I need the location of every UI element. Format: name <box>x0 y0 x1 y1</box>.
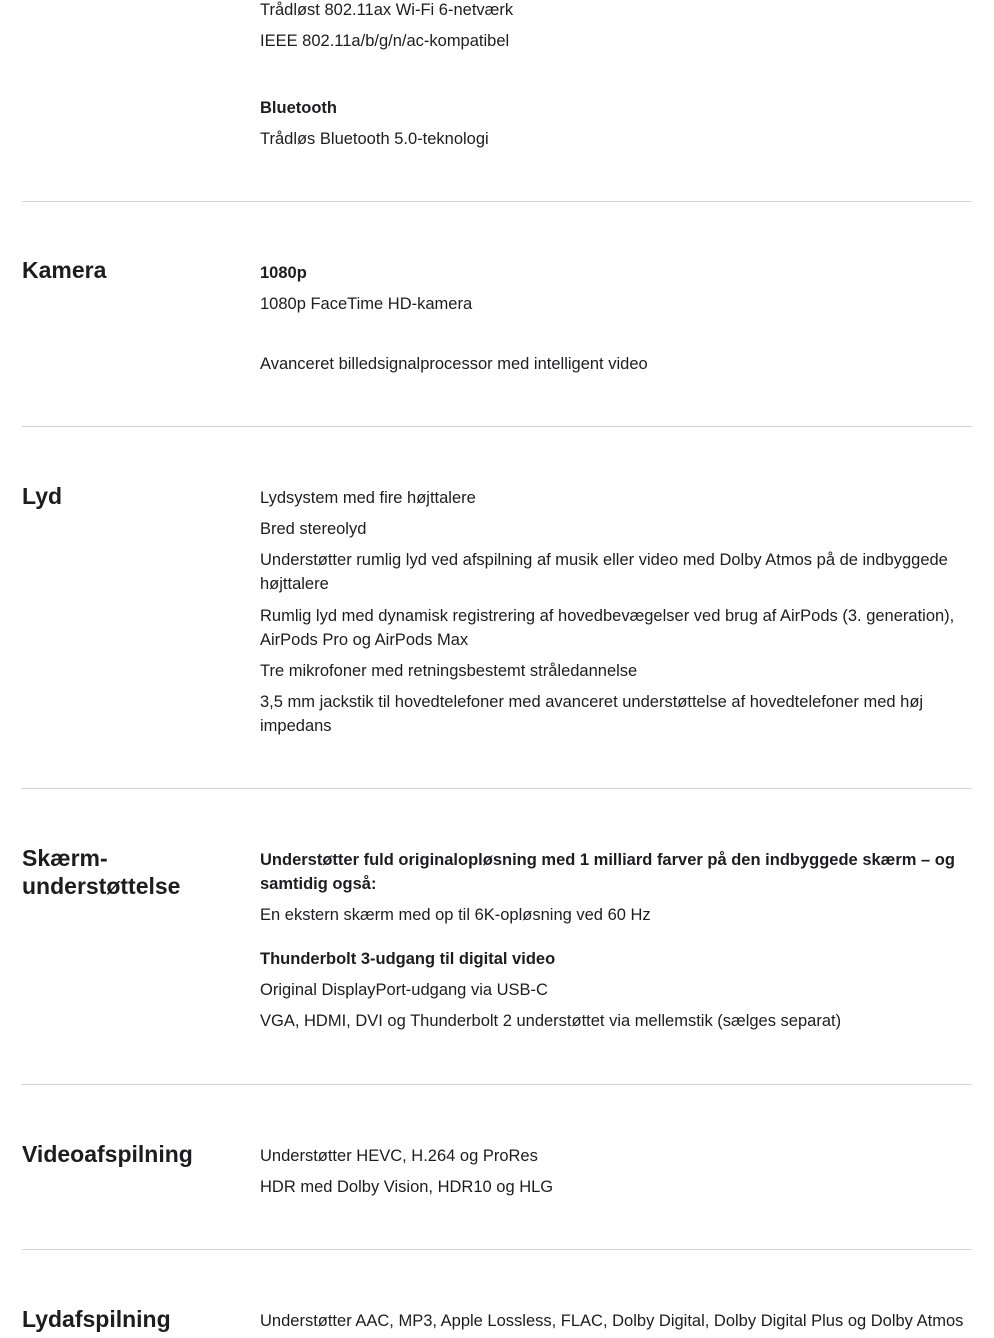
display-support-line-1: En ekstern skærm med op til 6K-opløsning ved 60 Hz <box>260 906 651 924</box>
section-divider <box>22 788 972 789</box>
camera-line-2: Avanceret billedsignalprocessor med intelligent video <box>260 355 648 373</box>
bluetooth-heading: Bluetooth <box>260 99 337 117</box>
section-divider <box>22 1084 972 1085</box>
audio-item: Understøtter rumlig lyd ved afspilning af musik eller video med Dolby Atmos på de indbyggede højttalere <box>260 551 948 593</box>
display-support-line-3: VGA, HDMI, DVI og Thunderbolt 2 understøttet via mellemstik (sælges separat) <box>260 1012 842 1030</box>
section-divider <box>22 426 972 427</box>
video-playback-line-2: HDR med Dolby Vision, HDR10 og HLG <box>260 1178 554 1196</box>
section-divider <box>22 1249 972 1250</box>
audio-item: Tre mikrofoner med retningsbestemt stråledannelse <box>260 662 638 680</box>
wifi-line-2: IEEE 802.11a/b/g/n/ac-kompatibel <box>260 32 510 50</box>
camera-heading: 1080p <box>260 264 307 282</box>
display-support-heading-2: Thunderbolt 3-udgang til digital video <box>260 950 556 968</box>
wifi-line-1: Trådløst 802.11ax Wi-Fi 6-netværk <box>260 1 514 19</box>
display-support-line-2: Original DisplayPort-udgang via USB-C <box>260 981 548 999</box>
audio-item: 3,5 mm jackstik til hovedtelefoner med avanceret understøttelse af hovedtelefoner med høj impedans <box>260 693 924 735</box>
section-title-audio-playback: Lydafspilning <box>22 1306 171 1332</box>
section-title-audio: Lyd <box>22 483 63 509</box>
video-playback-line-1: Understøtter HEVC, H.264 og ProRes <box>260 1147 538 1165</box>
audio-playback-line-1: Understøtter AAC, MP3, Apple Lossless, FLAC, Dolby Digital, Dolby Digital Plus og Dolby Atmos <box>260 1312 964 1330</box>
audio-item: Bred stereolyd <box>260 520 367 538</box>
section-divider <box>22 201 972 202</box>
audio-item: Lydsystem med fire højttalere <box>260 489 476 507</box>
audio-item: Rumlig lyd med dynamisk registrering af hovedbevægelser ved brug af AirPods (3. generation), AirPods Pro og AirPods Max <box>260 607 955 649</box>
section-title-camera: Kamera <box>22 257 107 283</box>
display-support-heading: Understøtter fuld originalopløsning med 1 milliard farver på den indbyggede skærm – og samtidig også: <box>260 851 955 893</box>
section-title-display-support: Skærm- understøttelse <box>22 845 181 899</box>
section-title-video-playback: Videoafspilning <box>22 1141 193 1167</box>
bluetooth-line: Trådløs Bluetooth 5.0-teknologi <box>260 130 489 148</box>
camera-line-1: 1080p FaceTime HD-kamera <box>260 295 473 313</box>
